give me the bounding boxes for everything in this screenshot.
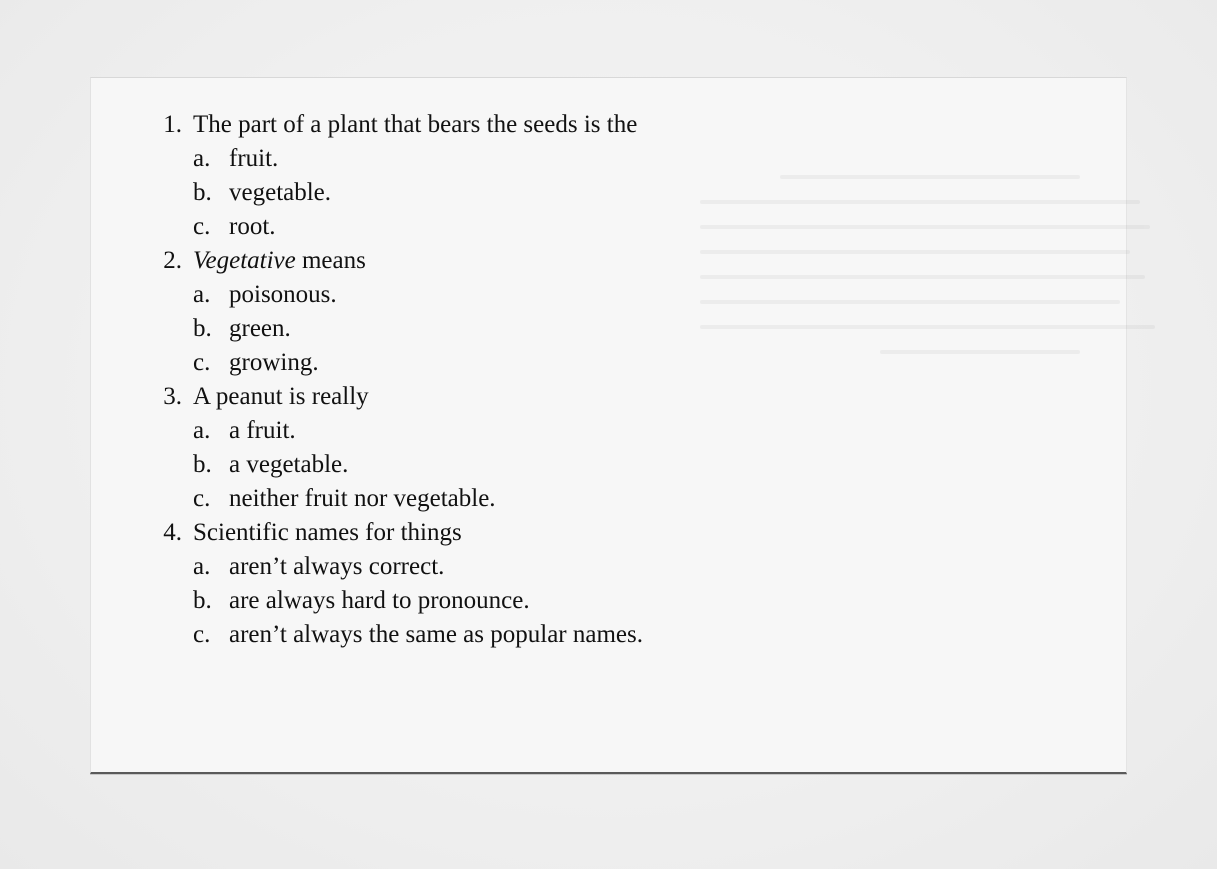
option-c <box>193 618 643 652</box>
option-b <box>193 176 643 210</box>
option-letter: a. <box>193 417 211 444</box>
option-letter: c. <box>193 485 211 512</box>
option-a <box>193 278 643 312</box>
option-text: fruit. <box>229 145 279 172</box>
option-a <box>193 414 643 448</box>
question-4 <box>146 516 643 652</box>
option-text: neither fruit nor vegetable. <box>229 485 496 512</box>
option-b <box>193 584 643 618</box>
question-1 <box>146 108 643 244</box>
option-c <box>193 210 643 244</box>
answer-options <box>193 278 643 380</box>
question-number: 1. <box>163 111 182 138</box>
option-letter: a. <box>193 281 211 308</box>
option-a <box>193 142 643 176</box>
question-number: 2. <box>163 247 182 274</box>
option-letter: a. <box>193 145 211 172</box>
question-text: The part of a plant that bears the seeds is the <box>193 111 638 138</box>
option-letter: c. <box>193 349 211 376</box>
bleed-through-text <box>700 175 1160 475</box>
question-text: A peanut is really <box>193 383 369 410</box>
option-text: growing. <box>229 349 319 376</box>
option-text: a fruit. <box>229 417 296 444</box>
option-b <box>193 448 643 482</box>
question-text: Scientific names for things <box>193 519 462 546</box>
option-text: aren’t always correct. <box>229 553 445 580</box>
question-3 <box>146 380 643 516</box>
question-2 <box>146 244 643 380</box>
option-letter: b. <box>193 179 212 206</box>
answer-options <box>193 414 643 516</box>
option-letter: b. <box>193 315 212 342</box>
answer-options <box>193 550 643 652</box>
option-text: a vegetable. <box>229 451 349 478</box>
question-number: 3. <box>163 383 182 410</box>
option-text: aren’t always the same as popular names. <box>229 621 643 648</box>
answer-options <box>193 142 643 244</box>
option-letter: c. <box>193 213 211 240</box>
quiz-questions <box>146 108 643 652</box>
option-letter: b. <box>193 587 212 614</box>
option-text: are always hard to pronounce. <box>229 587 530 614</box>
option-b <box>193 312 643 346</box>
option-text: vegetable. <box>229 179 332 206</box>
option-letter: c. <box>193 621 211 648</box>
question-number: 4. <box>163 519 182 546</box>
option-letter: a. <box>193 553 211 580</box>
option-text: green. <box>229 315 291 342</box>
option-text: root. <box>229 213 276 240</box>
option-a <box>193 550 643 584</box>
option-letter: b. <box>193 451 212 478</box>
question-text: Vegetative means <box>193 247 366 274</box>
option-text: poisonous. <box>229 281 337 308</box>
option-c <box>193 482 643 516</box>
option-c <box>193 346 643 380</box>
